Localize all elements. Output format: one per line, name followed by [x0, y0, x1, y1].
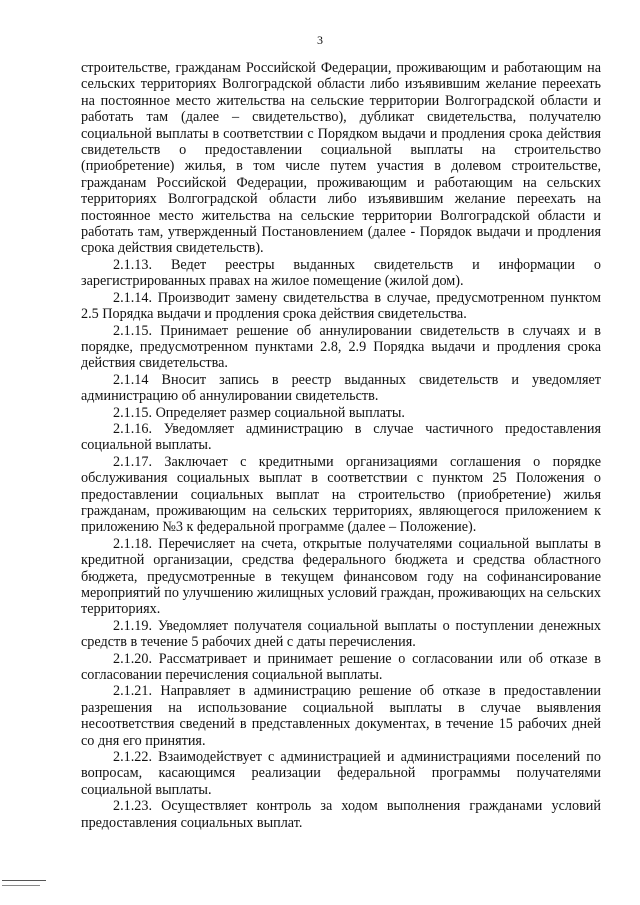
paragraph-2-1-15: 2.1.15. Принимает решение об аннулировании свидетельств в случаях и в порядке, предусмотренном пунктами 2.8, 2.9 Порядка выдачи и продления срока действия свидетельства.: [81, 322, 601, 372]
paragraph-2-1-14-register: 2.1.14 Вносит запись в реестр выданных свидетельств и уведомляет администрацию об аннулировании свидетельств.: [81, 371, 601, 405]
paragraph-2-1-20: 2.1.20. Рассматривает и принимает решение о согласовании или об отказе в согласовании перечисления социальной выплаты.: [81, 650, 601, 684]
paragraph-2-1-15-amount: 2.1.15. Определяет размер социальной выплаты.: [113, 404, 405, 421]
paragraph-2-1-17: 2.1.17. Заключает с кредитными организациями соглашения о порядке обслуживания социальных выплат в соответствии с пунктом 25 Положения о предоставлении социальных выплат на строительство (приобретение) жилья гражданам, проживающим на сельских территориях, являющегося приложением к приложению №3 к федеральной программе (далее – Положение).: [81, 453, 601, 536]
footer-divider-secondary: [2, 885, 40, 886]
paragraph-2-1-16: 2.1.16. Уведомляет администрацию в случае частичного предоставления социальной выплаты.: [81, 420, 601, 454]
paragraph-2-1-18: 2.1.18. Перечисляет на счета, открытые получателями социальной выплаты в кредитной организации, средства федерального бюджета и средства областного бюджета, предусмотренные в текущем финансовом году на софинансирование мероприятий по улучшению жилищных условий граждан, проживающих на сельских территориях.: [81, 535, 601, 618]
paragraph-continuation: строительстве, гражданам Российской Федерации, проживающим и работающим на сельских территориях Волгоградской области либо изъявившим желание переехать на постоянное место жительства на сельские территории Волгоградской области и работать там (далее – свидетельство), дубликат свидетельства, получателю социальной выплаты в соответствии с Порядком выдачи и продления срока действия свидетельств о предоставлении социальной выплаты на строительство (приобретение) жилья, в том числе путем участия в долевом строительстве, гражданам Российской Федерации, проживающим и работающим на сельских территориях Волгоградской области либо изъявившим желание переехать на постоянное место жительства на сельские территории Волгоградской области и работать там, утвержденный Постановлением (далее - Порядок выдачи и продления срока действия свидетельств).: [81, 60, 601, 257]
paragraph-2-1-14: 2.1.14. Производит замену свидетельства в случае, предусмотренном пунктом 2.5 Порядка выдачи и продления срока действия свидетельства.: [81, 289, 601, 323]
paragraph-2-1-22: 2.1.22. Взаимодействует с администрацией и администрациями поселений по вопросам, касающимся реализации федеральной программы получателями социальной выплаты.: [81, 749, 601, 798]
footer-divider: [2, 880, 46, 881]
paragraph-2-1-23: 2.1.23. Осуществляет контроль за ходом выполнения гражданами условий предоставления социальных выплат.: [81, 798, 601, 831]
document-body: [81, 60, 601, 831]
page-number: 3: [317, 33, 323, 47]
paragraph-2-1-21: 2.1.21. Направляет в администрацию решение об отказе в предоставлении разрешения на использование социальной выплаты в случае выявления несоответствия сведений в представленных документах, в течение 15 рабочих дней со дня его принятия.: [81, 683, 601, 749]
paragraph-2-1-13: 2.1.13. Ведет реестры выданных свидетельств и информации о зарегистрированных правах на жилое помещение (жилой дом).: [81, 256, 601, 290]
paragraph-2-1-19: 2.1.19. Уведомляет получателя социальной выплаты о поступлении денежных средств в течение 5 рабочих дней с даты перечисления.: [81, 617, 601, 651]
